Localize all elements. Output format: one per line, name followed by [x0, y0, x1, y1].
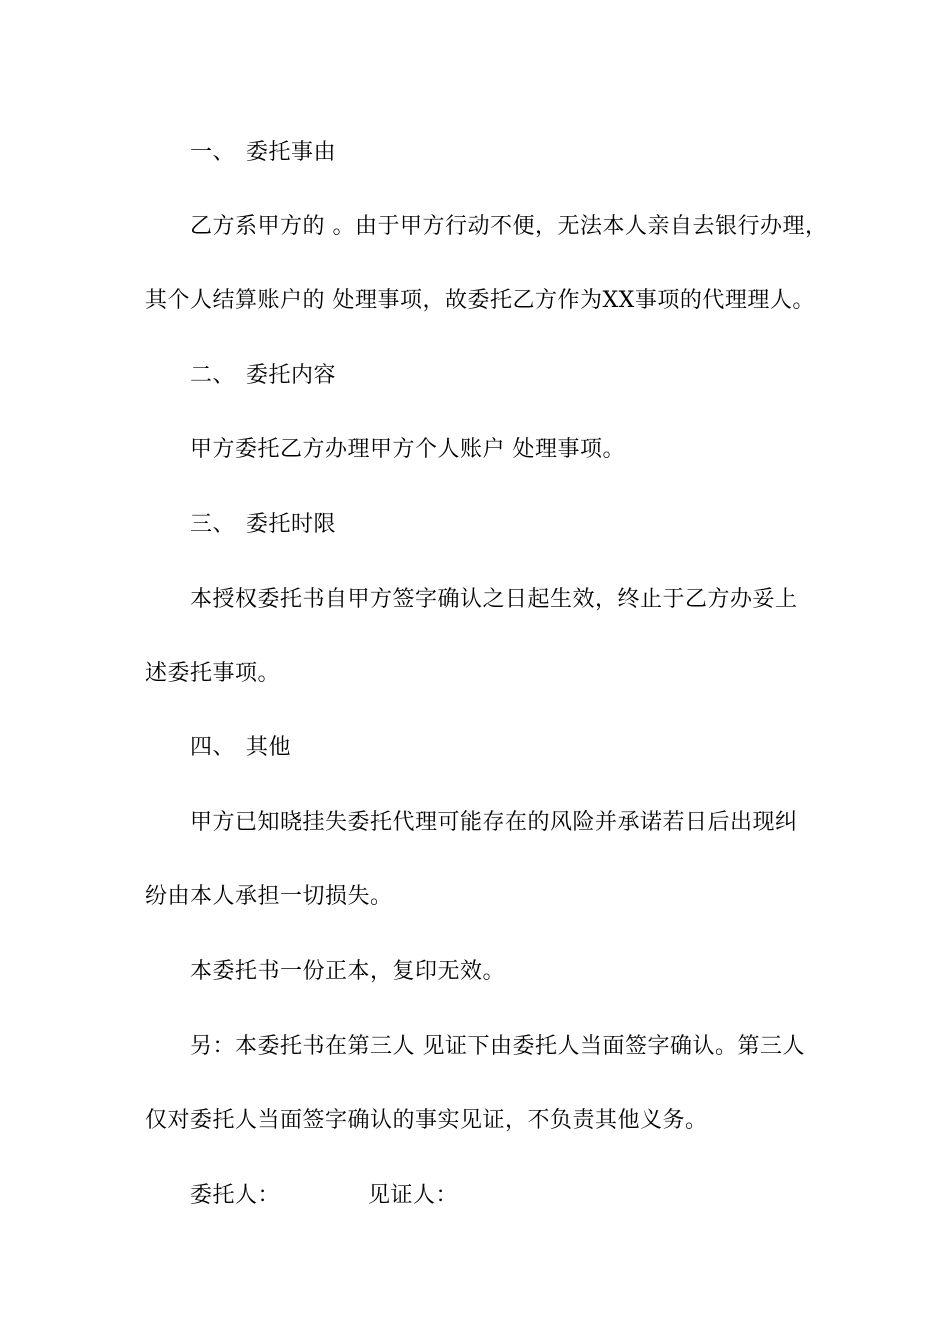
- section-4-paragraph-2-line-1: 本委托书一份正本，复印无效。: [190, 959, 506, 984]
- section-4-number: 四、: [190, 735, 236, 760]
- section-2-title: 委托内容: [246, 363, 337, 388]
- section-1-number: 一、: [190, 140, 236, 165]
- section-1-paragraph-line-1: 乙方系甲方的 。由于甲方行动不便，无法本人亲自去银行办理，: [190, 214, 828, 239]
- section-3-number: 三、: [190, 512, 236, 537]
- section-4-paragraph-1-line-2: 纷由本人承担一切损失。: [145, 884, 393, 909]
- section-2-heading: [190, 362, 336, 390]
- section-3-heading: [190, 511, 336, 539]
- witness-label: 见证人：: [368, 1183, 459, 1208]
- section-4-paragraph-1-line-1: 甲方已知晓挂失委托代理可能存在的风险并承诺若日后出现纠: [190, 810, 798, 835]
- section-2-paragraph-line-1: 甲方委托乙方办理甲方个人账户 处理事项。: [190, 437, 625, 462]
- principal-label: 委托人：: [190, 1183, 281, 1208]
- section-3-paragraph-line-2: 述委托事项。: [145, 661, 281, 686]
- section-3-title: 委托时限: [246, 512, 337, 537]
- section-4-title: 其他: [246, 735, 292, 760]
- section-1-paragraph-line-2: 其个人结算账户的 处理事项，故委托乙方作为XX事项的代理理人。: [145, 288, 815, 313]
- section-1-heading: [190, 139, 336, 167]
- signature-row: [190, 1182, 459, 1210]
- section-4-paragraph-3-line-1: 另：本委托书在第三人 见证下由委托人当面签字确认。第三人: [190, 1034, 805, 1059]
- section-2-number: 二、: [190, 363, 236, 388]
- section-4-paragraph-3-line-2: 仅对委托人当面签字确认的事实见证，不负责其他义务。: [145, 1108, 708, 1133]
- section-3-paragraph-line-1: 本授权委托书自甲方签字确认之日起生效，终止于乙方办妥上: [190, 587, 798, 612]
- section-1-title: 委托事由: [246, 140, 337, 165]
- section-4-heading: [190, 734, 291, 762]
